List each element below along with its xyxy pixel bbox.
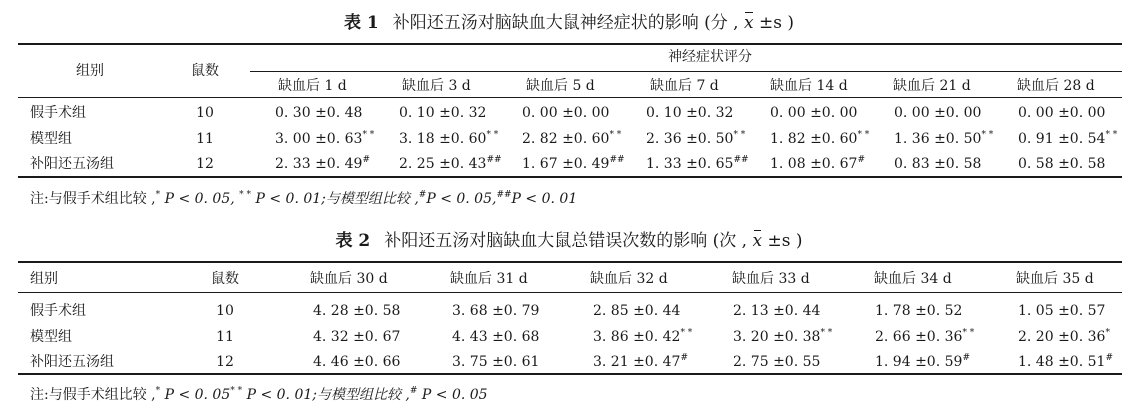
table1-caption-unit: (分 , (704, 13, 739, 33)
table1-header-time: 缺血后 1 d (278, 78, 347, 94)
table1-header-time: 缺血后 28 d (1017, 78, 1095, 94)
cell-value: 2. 66 ±0. 36 (875, 329, 963, 345)
table1-header-time: 缺血后 3 d (402, 78, 471, 94)
table2-cell (313, 302, 400, 320)
cell-value: 4. 46 ±0. 66 (313, 354, 401, 370)
table1-note-mark: * * (239, 190, 252, 200)
cell-value: 1. 82 ±0. 60 (770, 131, 858, 147)
cell-value: 4. 32 ±0. 67 (313, 329, 401, 345)
table2-cell (1018, 328, 1110, 346)
table2-caption-unit: (次 , (712, 231, 748, 251)
table1-caption-text: 补阳还五汤对脑缺血大鼠神经症状的影响 (392, 13, 699, 33)
table2-caption-text: 补阳还五汤对脑缺血大鼠总错误次数的影响 (384, 231, 708, 251)
table1-cell (399, 130, 498, 148)
significance-mark: # (362, 155, 370, 165)
cell-value: 2. 85 ±0. 44 (593, 303, 681, 319)
table1-header-time: 缺血后 5 d (526, 78, 595, 94)
table1-cell (770, 104, 857, 122)
table1-cell (894, 104, 981, 122)
cell-value: 1. 33 ±0. 65 (646, 156, 734, 172)
table1-cell (275, 104, 362, 122)
table1-header-time: 缺血后 7 d (650, 78, 719, 94)
table2-top-rule (18, 261, 1122, 263)
table2-row-n: 10 (216, 303, 234, 319)
table2-header-time: 缺血后 30 d (310, 271, 388, 287)
table1-row-n: 11 (196, 131, 214, 147)
table2-header-rule (18, 292, 1122, 293)
table1-span-rule (250, 71, 1122, 72)
cell-value: 1. 67 ±0. 49 (522, 156, 610, 172)
cell-value: 3. 18 ±0. 60 (399, 131, 487, 147)
table1-header-n: 鼠数 (191, 63, 219, 79)
significance-mark: ## (609, 155, 625, 165)
cell-value: 2. 36 ±0. 50 (646, 131, 734, 147)
table1-caption-tail: ±s ) (759, 13, 795, 33)
table2-cell (1018, 302, 1105, 320)
table1-row-group: 假手术组 (30, 105, 86, 121)
table1-cell (646, 130, 745, 148)
table2-note (30, 386, 488, 404)
table1-note-part: P < 0. 01 (511, 191, 578, 207)
cell-value: 1. 94 ±0. 59 (875, 354, 963, 370)
table1-note (30, 190, 577, 208)
significance-mark: * (1105, 328, 1110, 338)
table2-row-n: 11 (216, 329, 234, 345)
table1-header-rule (18, 97, 1122, 98)
significance-mark: * * (857, 130, 870, 140)
table2-header-time: 缺血后 33 d (732, 271, 810, 287)
table2-row-n: 12 (216, 354, 234, 370)
cell-value: 3. 20 ±0. 38 (733, 329, 821, 345)
cell-value: 1. 48 ±0. 51 (1018, 354, 1106, 370)
table1-caption (0, 12, 1138, 34)
cell-value: 3. 86 ±0. 42 (593, 329, 681, 345)
table2-cell (875, 353, 970, 371)
significance-mark: * * (820, 328, 833, 338)
table1-note-mark: # (418, 190, 427, 200)
cell-value: 1. 36 ±0. 50 (894, 131, 982, 147)
cell-value: 2. 82 ±0. 60 (522, 131, 610, 147)
table1-cell (1018, 130, 1117, 148)
table1-row-n: 12 (196, 156, 214, 172)
table1-bottom-rule (18, 176, 1122, 178)
cell-value: 2. 13 ±0. 44 (733, 303, 821, 319)
table2-caption-tail: ±s ) (767, 231, 803, 251)
significance-mark: # (962, 353, 970, 363)
table2-cell (733, 328, 832, 346)
table1-caption-stat: x (744, 13, 754, 33)
table1-cell (770, 130, 869, 148)
table2-note-part: P < 0. 05 (421, 387, 488, 403)
table1-row-group: 补阳还五汤组 (30, 156, 114, 172)
table1-note-mark: ## (496, 190, 512, 200)
cell-value: 0. 00 ±0. 00 (1018, 105, 1106, 121)
table2-cell (875, 302, 962, 320)
table2-note-mark: * * (230, 386, 243, 396)
table2-cell (593, 353, 688, 371)
significance-mark: * * (362, 130, 375, 140)
significance-mark: * * (733, 130, 746, 140)
table2-note-part: 注:与假手术组比较 , (30, 387, 156, 403)
table2-cell (313, 328, 400, 346)
table1-cell (522, 130, 621, 148)
cell-value: 0. 00 ±0. 00 (894, 105, 982, 121)
cell-value: 3. 68 ±0. 79 (452, 303, 540, 319)
cell-value: 4. 28 ±0. 58 (313, 303, 401, 319)
cell-value: 1. 05 ±0. 57 (1018, 303, 1106, 319)
significance-mark: * * (609, 130, 622, 140)
table1-cell (399, 104, 486, 122)
table2-cell (452, 328, 539, 346)
table2-cell (733, 302, 820, 320)
table1-cell (770, 155, 865, 173)
table1-cell (894, 130, 993, 148)
table1-note-part: 注:与假手术组比较 , (30, 191, 156, 207)
table2-header-time: 缺血后 35 d (1016, 271, 1094, 287)
cell-value: 0. 10 ±0. 32 (646, 105, 734, 121)
table2-header-time: 缺血后 31 d (450, 271, 528, 287)
table2-cell (313, 353, 400, 371)
table2-cell (733, 353, 820, 371)
table1-row-group: 模型组 (30, 131, 72, 147)
cell-value: 0. 91 ±0. 54 (1018, 131, 1106, 147)
cell-value: 1. 08 ±0. 67 (770, 156, 858, 172)
table2-caption-label: 表 2 (335, 231, 371, 251)
significance-mark: # (1105, 353, 1113, 363)
significance-mark: ## (733, 155, 749, 165)
table1-header-group: 组别 (76, 63, 104, 79)
cell-value: 4. 43 ±0. 68 (452, 329, 540, 345)
cell-value: 0. 10 ±0. 32 (399, 105, 487, 121)
table1-header-time: 缺血后 14 d (770, 78, 848, 94)
table2-header-time: 缺血后 34 d (874, 271, 952, 287)
table2-row-group: 模型组 (30, 329, 72, 345)
table1-header-time: 缺血后 21 d (893, 78, 971, 94)
table1-note-part: P < 0. 05, (164, 191, 235, 207)
cell-value: 3. 75 ±0. 61 (452, 354, 540, 370)
significance-mark: # (857, 155, 865, 165)
table2-caption (0, 230, 1138, 252)
table2-note-part: P < 0. 01;与模型组比较 , (246, 387, 410, 403)
significance-mark: * * (680, 328, 693, 338)
cell-value: 3. 00 ±0. 63 (275, 131, 363, 147)
table1-cell (275, 130, 374, 148)
table2-note-mark: # (409, 386, 418, 396)
table2-cell (593, 328, 692, 346)
table1-cell (275, 155, 370, 173)
cell-value: 2. 75 ±0. 55 (733, 354, 821, 370)
cell-value: 0. 00 ±0. 00 (770, 105, 858, 121)
table1-cell (646, 104, 733, 122)
table2-cell (452, 353, 539, 371)
table2-caption-stat: x (752, 231, 763, 251)
cell-value: 0. 83 ±0. 58 (894, 156, 982, 172)
table1-note-part: P < 0. 05, (426, 191, 497, 207)
cell-value: 2. 20 ±0. 36 (1018, 329, 1106, 345)
table2-header-time: 缺血后 32 d (590, 271, 668, 287)
table2-cell (1018, 353, 1113, 371)
table1-top-rule (18, 43, 1122, 45)
table1-cell (399, 155, 502, 173)
table1-cell (1018, 104, 1105, 122)
cell-value: 1. 78 ±0. 52 (875, 303, 963, 319)
table2-header-group: 组别 (30, 271, 58, 287)
table2-cell (452, 302, 539, 320)
significance-mark: * * (1105, 130, 1118, 140)
significance-mark: * * (981, 130, 994, 140)
significance-mark: * * (962, 328, 975, 338)
cell-value: 0. 00 ±0. 00 (522, 105, 610, 121)
cell-value: 0. 30 ±0. 48 (275, 105, 363, 121)
table2-note-mark: * (155, 386, 161, 396)
table2-row-group: 假手术组 (30, 303, 86, 319)
significance-mark: ## (486, 155, 502, 165)
table2-cell (875, 328, 974, 346)
cell-value: 2. 33 ±0. 49 (275, 156, 363, 172)
table2-cell (593, 302, 680, 320)
table2-bottom-rule (18, 373, 1122, 375)
table1-cell (646, 155, 749, 173)
table1-header-span: 神经症状评分 (668, 49, 752, 65)
table1-note-part: P < 0. 01;与模型组比较 , (255, 191, 419, 207)
table1-cell (522, 155, 625, 173)
table2-row-group: 补阳还五汤组 (30, 354, 114, 370)
cell-value: 2. 25 ±0. 43 (399, 156, 487, 172)
cell-value: 3. 21 ±0. 47 (593, 354, 681, 370)
table2-header-n: 鼠数 (211, 271, 239, 287)
table1-cell (894, 155, 981, 173)
table1-cell (1018, 155, 1105, 173)
significance-mark: # (680, 353, 688, 363)
cell-value: 0. 58 ±0. 58 (1018, 156, 1106, 172)
table1-cell (522, 104, 609, 122)
table1-caption-label: 表 1 (343, 13, 379, 33)
table2-note-part: P < 0. 05 (164, 387, 231, 403)
table1-row-n: 10 (196, 105, 214, 121)
table1-note-mark: * (155, 190, 161, 200)
significance-mark: * * (486, 130, 499, 140)
